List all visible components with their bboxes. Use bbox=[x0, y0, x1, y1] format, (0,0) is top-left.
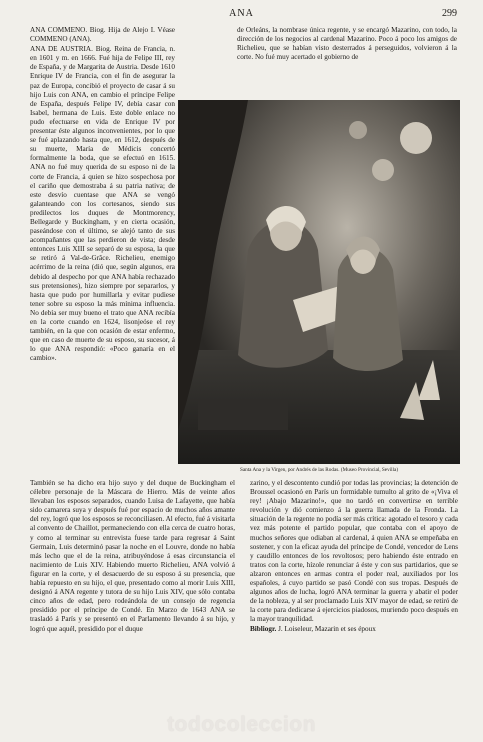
bibliography-text: J. Loiseleur, Mazarin et ses époux bbox=[278, 624, 376, 633]
bottom-left-column bbox=[30, 479, 235, 634]
top-right-text: de Orleáns, la nombrase única regente, y se encargó Mazarino, con todo, la dirección de los negocios al cardenal Mazarino. Poco á poco los amigos de Richelieu, que se habían visto desterrados á perseguidos, volvieron á la corte. No fué muy acertado el gobierno de bbox=[237, 26, 457, 62]
bottom-left-text: También se ha dicho era hijo suyo y del duque de Buckingham el célebre personaje de la Máscara de Hierro. Más de veinte años llevaban los esposos separados, cuando Luisa de Lafayette, que había sido camarera suya y después fué por espacio de muchos años amante del rey, logró que los esposos se reconciliasen. Al efecto, fué á visitarla al convento de Chaillot, permaneciendo con ella cerca de cuatro horas, y como al terminar su entrevista fuese tarde para regresar á Saint Germain, Luis determinó pasar la noche en el Louvre, donde no había más lecho que el de la reina, atribuyéndose á esas circunstancia el nacimiento de Luis XIV. Habiendo muerto Richelieu, ANA volvió á figurar en la corte, y el desacuerdo de su esposo á su presencia, que había repuesto en su hijo, el que, presentado como al morir Luis XIII, designó á ANA regente y tutora de su hijo Luis XIV, que sólo contaba cinco años de edad, pero rodeándola de un consejo de regencia presidido por el príncipe de Condé. En Marzo de 1643 ANA se trasladó á París y se presentó en el Parlamento llevando á su hijo, y logró que aquél, presidido por el duque bbox=[30, 479, 235, 633]
painting-illustration bbox=[178, 100, 460, 464]
page-header-title: ANA bbox=[229, 8, 254, 19]
left-column bbox=[30, 26, 175, 364]
painting-caption: Santa Ana y la Virgen, por Andrés de las Rodas. (Museo Provincial, Sevilla) bbox=[239, 467, 399, 473]
painting-image bbox=[178, 100, 460, 464]
watermark: todocoleccion bbox=[167, 713, 316, 736]
bottom-right-column bbox=[250, 479, 458, 634]
top-right-column bbox=[237, 26, 457, 62]
entry-ana-commeno: ANA COMMENO. Biog. Hija de Alejo I. Véase COMMENO (ANA). bbox=[30, 26, 175, 44]
bottom-right-text: zarino, y el descontento cundió por todas las provincias; la detención de Broussel ocasionó en París un formidable tumulto al grito de «¡Viva el rey! ¡Abajo Mazarino!», que no tardó en convertirse en terrible revolución y dió comienzo á la guerra llamada de la Fronda. La situación de la regente no podía ser más crítica: agotado el tesoro y cada vez más potente el partido popular, que contaba con el apoyo de muchos señores que odiaban al cardenal, á quien ANA se empeñaba en sostener, y con la eficaz ayuda del príncipe de Condé, vencedor de Lens y caudillo entonces de los revoltosos; pero habiendo éste entrado en tratos con la corte, hízole renunciar á éste y con sus partidarios, que se alzaron entonces en armas contra el poder real, auxiliados por los españoles, á cuyo partido se pasó Condé con sus tropas. Después de algunos años de lucha, logró ANA terminar la guerra y abatir el poder de la nobleza, y al ser proclamado Luis XIV mayor de edad, se retiró de la corte para dedicarse á ejercicios piadosos, muriendo poco después en la mayor tranquilidad. bbox=[250, 479, 458, 624]
page-number: 299 bbox=[442, 8, 457, 19]
entry-ana-de-austria: ANA DE AUSTRIA. Biog. Reina de Francia, n. en 1601 y m. en 1666. Fué hija de Felipe III, rey de España, y de Margarita de Austria. Desde 1610 Enrique IV de Francia, con el fin de asegurar la paz de Europa, concibió el proyecto de casar á su hijo Luis con ANA, en cambio el príncipe Felipe de España, después Felipe IV, debía casar con Isabel, hermana de Luis. Este doble enlace no pudo efectuarse en vida de Enrique IV por presentar éste algunos inconvenientes, por lo que se fué aplazando hasta que, en 1612, después de su muerte, María de Médicis concertó formalmente la boda, que se efectuó en 1615. ANA no fué muy querida de su esposo ni de la corte de Francia, á quien se hizo sospechosa por el cariño que demostraba á su patria nativa; de este desvío cuentase que ANA se vengó galanteando con los cortesanos, siendo sus predilectos los duques de Montmorency, Bellegarde y Buckingham, y en cierta ocasión, paseándose con el último, se alejó tanto de sus acompañantes que las perdieron de vista; desde entonces Luis XIII se separó de su esposa, la que se retiró á Val-de-Grâce. Richelieu, enemigo acérrimo de la reina (dió que, según algunos, era debido al despecho por que ANA había rechazado sus pretensiones), hizo siempre por separarlos, y hasta que pudo por humillarla y evitar pudiese tener sobre su esposo la más mínima influencia. No debía ser muy bueno el trato que ANA recibía en la corte cuando en 1624, lisonjeóse el rey también, en la que con ocasión de estar enfermo, que en caso de muerte de su esposo, su sucesor, á lo que ANA respondió: «Poco ganaría en el cambio». bbox=[30, 45, 175, 363]
bibliography bbox=[250, 625, 458, 634]
bibliography-label: Bibliogr. bbox=[250, 624, 277, 633]
